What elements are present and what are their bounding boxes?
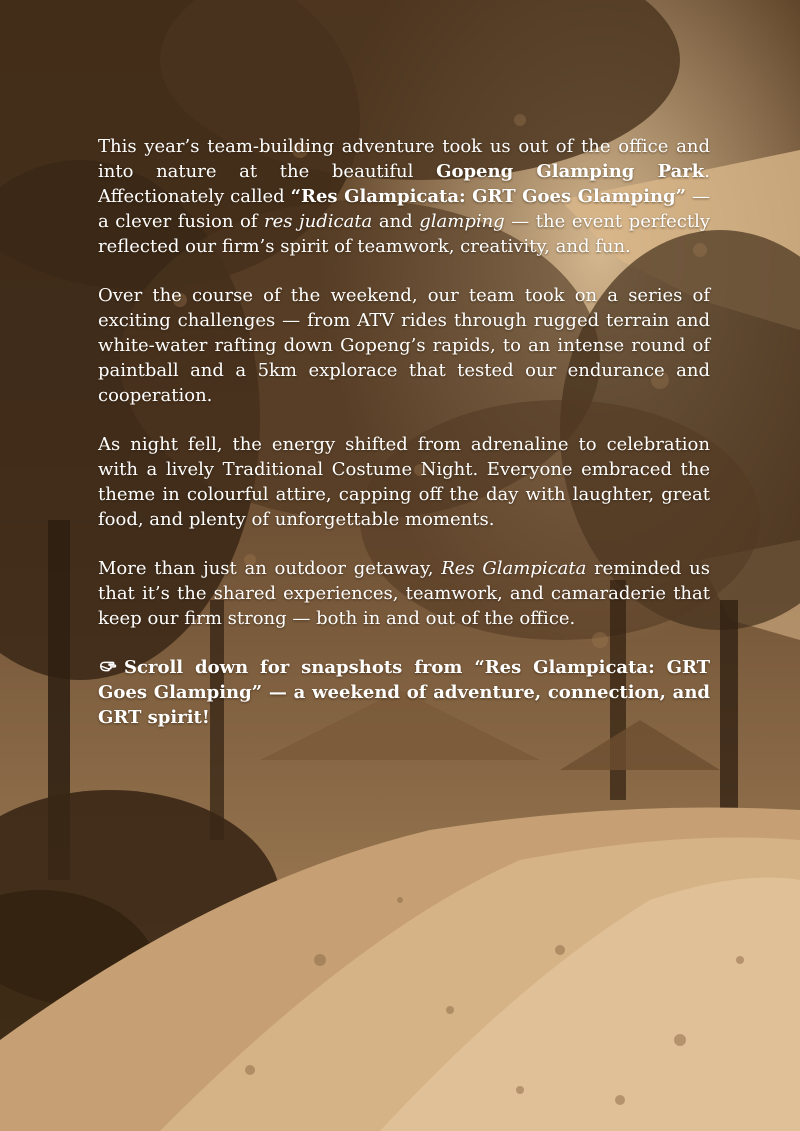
term-glamping: glamping	[419, 211, 505, 232]
closing-text-1: More than just an outdoor getaway,	[98, 558, 442, 579]
night-paragraph: As night fell, the energy shifted from adrenaline to celebration with a lively Traditional Costume Night. Everyone embraced the theme in colourful attire, capping off the day with laughter, great food, and plenty of unforgettable moments.	[98, 434, 710, 530]
closing-paragraph	[98, 556, 710, 631]
venue-name: Gopeng Glamping Park	[436, 161, 705, 182]
scroll-callout	[98, 655, 710, 730]
intro-text-5: — the event perfectly reflected our firm’s spirit of teamwork, creativity, and fun.	[98, 211, 711, 257]
activities-paragraph: Over the course of the weekend, our team took on a series of exciting challenges — from ATV rides through rugged terrain and white-water rafting down Gopeng’s rapids, to an intense round of paintball and a 5km explorace that tested our endurance and cooperation.	[98, 285, 710, 406]
term-res-judicata: res judicata	[264, 211, 373, 232]
scroll-callout-text: Scroll down for snapshots from “Res Glampicata: GRT Goes Glamping” — a weekend of adventure, connection, and GRT spirit!	[98, 657, 710, 728]
article-body	[98, 134, 710, 754]
intro-text-1: This year’s team-building adventure took us out of the office and into nature at the beautiful	[98, 136, 710, 182]
closing-text-2: reminded us that it’s the shared experiences, teamwork, and camaraderie that keep our firm strong — both in and out of the office.	[98, 558, 710, 629]
intro-paragraph	[98, 134, 710, 259]
intro-text-3: — a clever fusion of	[98, 186, 710, 232]
event-short-name: Res Glampicata	[441, 558, 587, 579]
intro-text-2: . Affectionately called	[98, 161, 710, 207]
pointing-hand-icon	[98, 655, 120, 677]
intro-text-4: and	[372, 211, 420, 232]
event-name: “Res Glampicata: GRT Goes Glamping”	[290, 186, 686, 207]
